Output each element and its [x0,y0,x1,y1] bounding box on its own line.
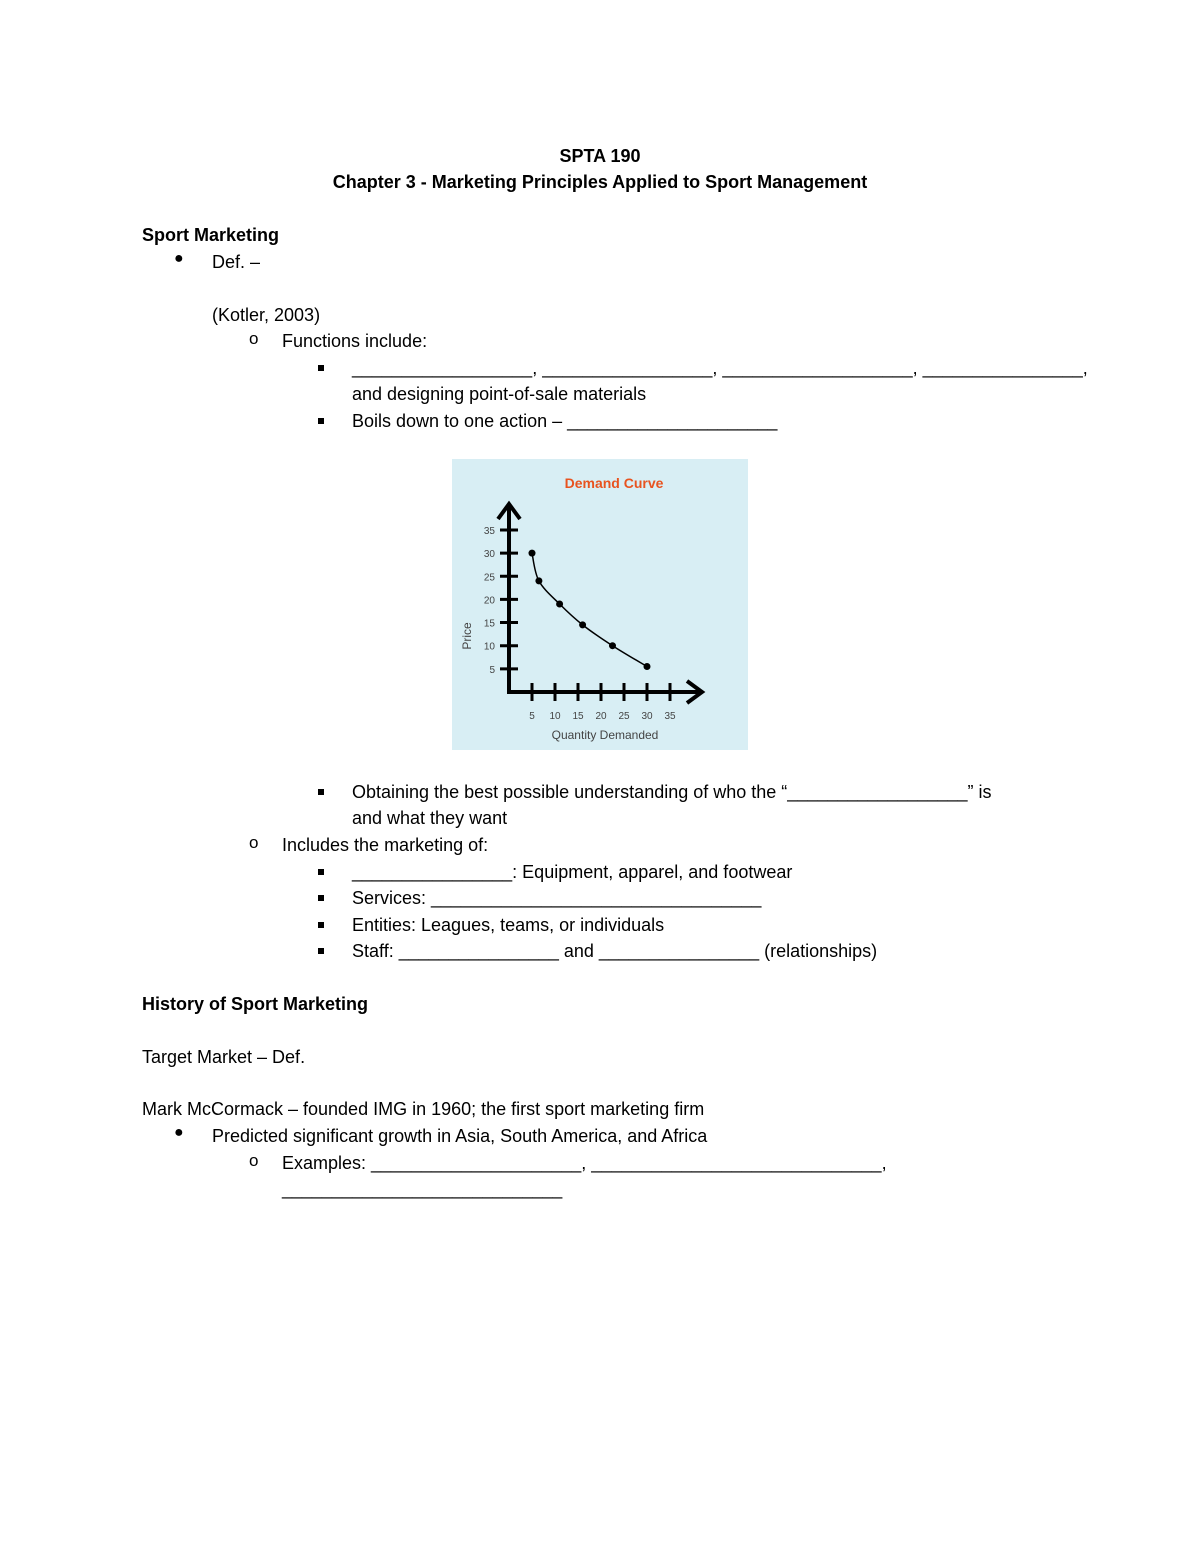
boils-down-item: Boils down to one action – _____________________ [352,411,778,431]
bullet-square-icon [318,869,324,875]
examples-continuation: ____________________________ [282,1179,563,1199]
y-tick-label: 15 [483,618,495,630]
x-axis-label: Quantity Demanded [551,728,659,742]
bullet-square-icon [318,895,324,901]
obtaining-item-line2: and what they want [352,808,508,828]
y-ticks [484,526,518,676]
y-tick-label: 35 [483,525,495,537]
citation: (Kotler, 2003) [212,305,321,325]
demand-curve-chart [452,459,748,750]
demand-point [644,663,651,670]
x-tick-label: 35 [664,711,676,722]
x-tick-label: 25 [618,711,630,722]
obtaining-item-line1: Obtaining the best possible understanding of who the “__________________” is [352,782,992,802]
x-ticks [529,683,676,722]
definition-label: Def. – [212,252,261,272]
bullet-circle-icon: o [249,329,259,348]
bullet-dot-icon: ● [174,250,184,267]
demand-point [556,601,563,608]
x-tick-label: 10 [549,711,561,722]
bullet-circle-icon: o [249,833,259,852]
functions-tail: and designing point-of-sale materials [352,384,647,404]
y-tick-label: 20 [483,595,495,607]
includes-item-entities: Entities: Leagues, teams, or individuals [352,915,665,935]
bullet-square-icon [318,418,324,424]
y-tick-label: 10 [483,641,495,653]
functions-blanks: __________________, _________________, ___________________, ________________, [352,358,1088,378]
x-tick-label: 20 [595,711,607,722]
functions-label: Functions include: [282,331,428,351]
x-tick-label: 15 [572,711,584,722]
course-title: SPTA 190 [559,146,641,166]
bullet-square-icon [318,789,324,795]
chapter-title: Chapter 3 - Marketing Principles Applied to Sport Management [332,172,868,192]
mccormack-line: Mark McCormack – founded IMG in 1960; the first sport marketing firm [142,1099,705,1119]
bullet-circle-icon: o [249,1151,259,1170]
demand-point [609,642,616,649]
demand-curve-svg [452,459,748,750]
includes-label: Includes the marketing of: [282,835,489,855]
section-heading-history: History of Sport Marketing [142,994,369,1014]
predicted-growth: Predicted significant growth in Asia, South America, and Africa [212,1126,708,1146]
includes-item-goods: ________________: Equipment, apparel, and footwear [352,862,793,882]
includes-item-services: Services: _________________________________ [352,888,762,908]
bullet-square-icon [318,922,324,928]
demand-points [529,550,651,670]
x-tick-label: 30 [641,711,653,722]
y-tick-label: 5 [489,664,495,676]
includes-item-staff: Staff: ________________ and ________________ (relationships) [352,941,878,961]
bullet-square-icon [318,948,324,954]
y-tick-label: 30 [483,549,495,561]
demand-point [579,621,586,628]
demand-point [535,577,542,584]
bullet-square-icon [318,365,324,371]
section-heading-sport-marketing: Sport Marketing [142,225,280,245]
y-tick-label: 25 [483,572,495,584]
target-market-def: Target Market – Def. [142,1047,306,1067]
x-tick-label: 5 [529,711,535,722]
bullet-dot-icon: ● [174,1124,184,1141]
examples-line: Examples: _____________________, _____________________________, [282,1153,887,1173]
y-axis-label: Price [460,622,474,650]
demand-curve-line [532,553,647,666]
demand-point [529,550,536,557]
chart-title: Demand Curve [564,475,664,491]
